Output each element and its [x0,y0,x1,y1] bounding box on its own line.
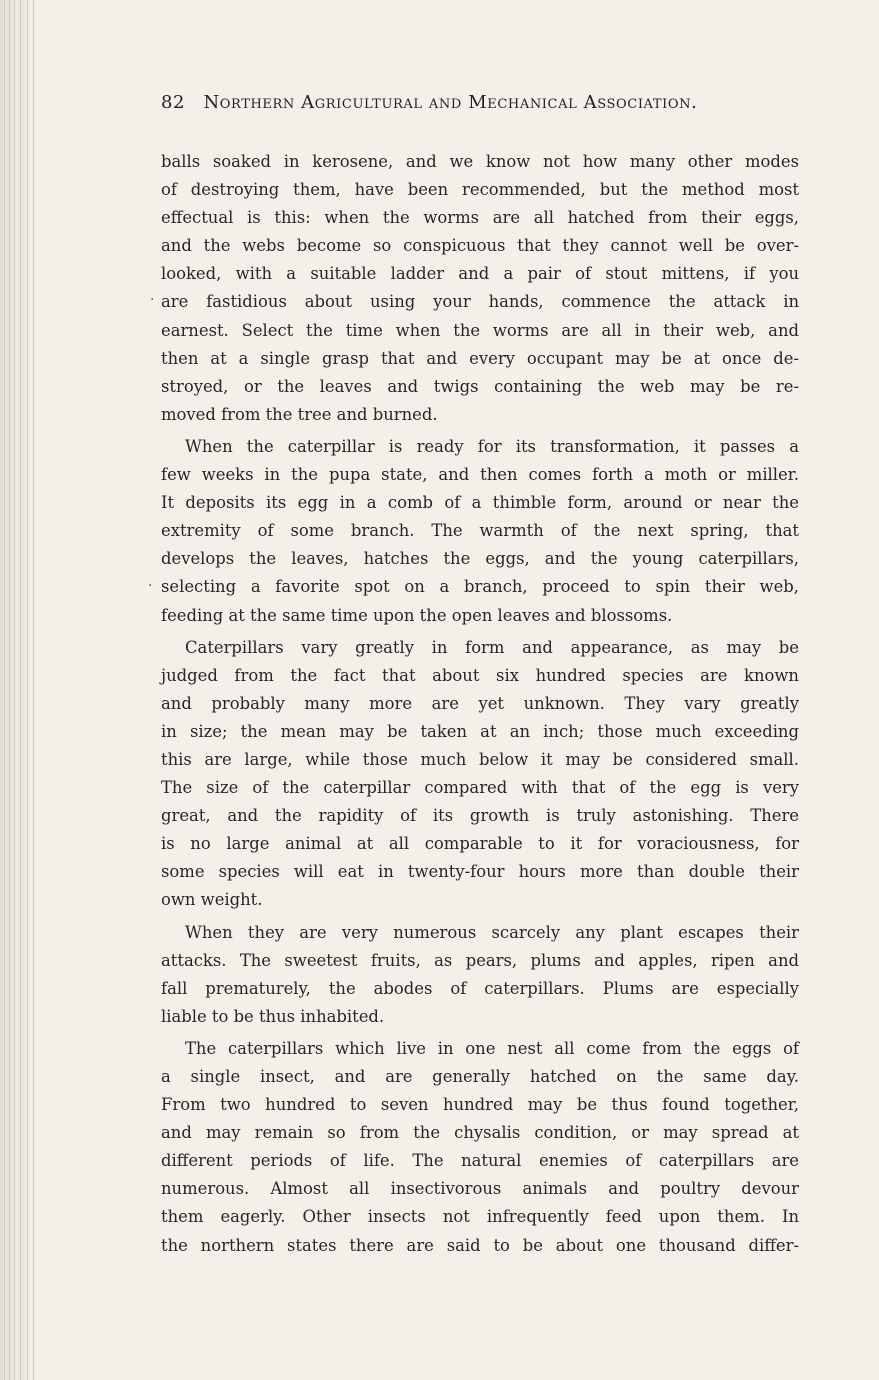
text-line: a single insect, and are generally hatched on the same day. [161,1067,799,1086]
text-line: and probably many more are yet unknown. They vary greatly [161,693,799,713]
text-line: great, and the rapidity of its growth is truly astonishing. There [161,806,799,826]
margin-dot: · [150,292,155,308]
text-line: of destroying them, have been recommended, but the method most [161,180,799,200]
margin-dot: . [148,574,153,590]
text-line: The caterpillars which live in one nest all come from the eggs of [185,1038,799,1058]
binding-line [9,0,10,1380]
text-line: this are large, while those much below it may be considered small. [161,749,799,769]
text-line: stroyed, or the leaves and twigs containing the web may be re- [161,376,799,396]
text-line: in size; the mean may be taken at an inch; those much exceeding [161,721,799,741]
binding-line [14,0,15,1380]
text-line: attacks. The sweetest fruits, as pears, plums and apples, ripen and [161,950,799,970]
text-line: fall prematurely, the abodes of caterpillars. Plums are especially [161,978,799,998]
running-header [161,92,801,113]
text-line: It deposits its egg in a comb of a thimble form, around or near the [161,493,799,513]
text-line: looked, with a suitable ladder and a pair of stout mittens, if you [161,264,799,284]
page-binding-edge [0,0,40,1380]
text-line: When the caterpillar is ready for its transformation, it passes a [185,436,799,456]
text-line: The size of the caterpillar compared with that of the egg is very [161,778,799,798]
text-line: effectual is this: when the worms are all hatched from their eggs, [161,208,799,228]
text-line: and the webs become so conspicuous that they cannot well be over- [161,236,799,256]
text-line: own weight. [161,890,263,910]
text-line: them eagerly. Other insects not infrequently feed upon them. In [161,1207,799,1227]
text-line: feeding at the same time upon the open leaves and blossoms. [161,605,673,625]
text-line: From two hundred to seven hundred may be thus found together, [161,1095,799,1115]
text-line: is no large animal at all comparable to it for voraciousness, for [161,834,799,854]
text-line: When they are very numerous scarcely any plant escapes their [185,922,799,942]
binding-line [33,0,34,1380]
binding-line [27,0,28,1380]
text-line: are fastidious about using your hands, commence the attack in [161,292,799,312]
text-line: balls soaked in kerosene, and we know not how many other modes [161,152,799,171]
text-line: earnest. Select the time when the worms are all in their web, and [161,320,799,340]
text-line: different periods of life. The natural enemies of caterpillars are [161,1151,799,1171]
text-line: develops the leaves, hatches the eggs, and the young caterpillars, [161,549,799,569]
text-line: the northern states there are said to be about one thousand differ- [161,1235,799,1255]
text-line: some species will eat in twenty-four hours more than double their [161,862,799,882]
text-line: selecting a favorite spot on a branch, proceed to spin their web, [161,577,799,597]
text-line: extremity of some branch. The warmth of the next spring, that [161,521,799,541]
text-line: numerous. Almost all insectivorous animals and poultry devour [161,1179,799,1199]
binding-line [20,0,21,1380]
text-line: moved from the tree and burned. [161,404,438,424]
running-title: Northern Agricultural and Mechanical Association. [203,92,698,113]
text-line: and may remain so from the chysalis condition, or may spread at [161,1123,799,1143]
text-line: liable to be thus inhabited. [161,1006,385,1026]
body-text [161,148,799,1260]
text-line: Caterpillars vary greatly in form and appearance, as may be [185,637,799,657]
text-line: judged from the fact that about six hundred species are known [161,665,799,685]
text-line: then at a single grasp that and every occupant may be at once de- [161,348,799,368]
page-number: 82 [161,92,186,113]
text-line: few weeks in the pupa state, and then comes forth a moth or miller. [161,465,799,485]
binding-line [4,0,5,1380]
